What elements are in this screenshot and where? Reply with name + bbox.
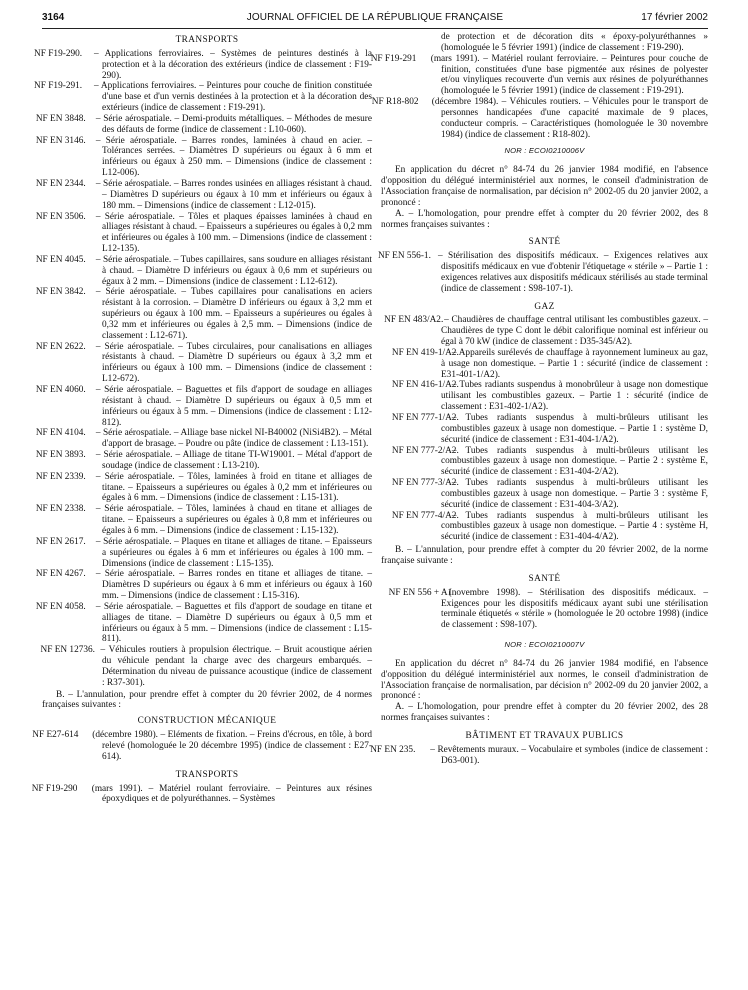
decision-paragraph-1: En application du décret n° 84-74 du 26 janvier 1984 modifié, en l'absence d'opposition du délégué interministériel aux normes, le conseil d'administration de l'Association française de normalisation, par décision n° 2002-05 du 20 janvier 2002, a prononcé : xyxy=(381,165,708,208)
homologation-paragraph-1: A. – L'homologation, pour prendre effet à compter du 20 février 2002, des 8 normes françaises suivantes : xyxy=(381,208,708,230)
left-column xyxy=(31,32,372,805)
standard-code: NF EN 4267. xyxy=(35,569,86,580)
standard-entry xyxy=(35,385,372,428)
standard-description: – Série aérospatiale. – Baguettes et fils d'apport de soudage en alliages résistant à chaud. – Diamètre D supérieurs ou égaux à 0,5 mm et inférieurs ou égaux à 5 mm. – Dimensions (indice de classement : L12-812). xyxy=(95,385,372,428)
standard-description: – Revêtements muraux. – Vocabulaire et symboles (indice de classement : D63-001). xyxy=(430,744,708,766)
standard-description: – Série aérospatiale. – Tôles, laminées à chaud en titane et alliages de titane. – Epaisseurs a supérieures ou égales à 0,8 mm et inférieures ou égales à 6 mm. – Dimensions (indice de classement : L15-132). xyxy=(95,504,372,536)
standard-entry xyxy=(32,730,372,763)
standard-code: NF F19-291. xyxy=(34,81,83,92)
standard-entry xyxy=(35,569,372,602)
standard-description: – Série aérospatiale. – Alliage base nickel NI-B40002 (NiSi4B2). – Métal d'apport de brasage. – Poudre ou pâte (indice de classement : L13-151). xyxy=(95,428,372,450)
standard-code: NF EN 2617. xyxy=(35,536,86,547)
standard-code: NF EN 419-1/A2. xyxy=(391,347,459,358)
standard-entry xyxy=(377,251,708,294)
standard-description: – Chaudières de chauffage central utilisant les combustibles gazeux. – Chaudières de type C dont le débit calorifique nominal est inférieur ou égal à 70 kW (indice de classement : D35-345/A2). xyxy=(441,315,708,348)
sante-2-list xyxy=(381,588,708,631)
batiment-list xyxy=(370,744,708,767)
standard-description: – Série aérospatiale. – Tôles et plaques épaisses laminées à chaud en alliages résistant à chaud. – Epaisseurs a supérieures ou égales à 0,2 mm et inférieures ou égales à 100 mm. – Dimensions (indice de classement : L12-135). xyxy=(95,211,372,255)
standard-code: NF EN 4045. xyxy=(35,254,86,265)
standard-entry xyxy=(35,428,372,450)
standard-description: – Série aérospatiale. – Baguettes et fils d'apport de soudage en titane et alliages de titane. – Diamètre D supérieurs ou égaux à 0,5 mm et inférieurs ou égaux à 5 mm. – Dimensions (indice de classement : L15-811). xyxy=(95,601,372,645)
standard-code: NF EN 3506. xyxy=(35,211,86,222)
construction-list xyxy=(32,730,372,763)
standard-description: – Série aérospatiale. – Barres rondes en titane et alliages de titane. – Diamètres D supérieurs ou égaux à 6 mm et inférieurs ou égaux à 160 mm. – Dimensions (indice de classement : L15-316). xyxy=(95,569,372,602)
standard-code: NF EN 235. xyxy=(370,744,416,755)
standard-entry xyxy=(35,341,372,385)
standard-code: NF EN 2344. xyxy=(35,178,86,189)
standard-description: (décembre 1984). – Véhicules routiers. – Véhicules pour le transport de personnes handicapées d'une capacité maximale de 9 places, conducteur compris. – Caractéristiques (homologuée le 30 novembre 1984) (indice de classement : R18-802). xyxy=(431,97,708,140)
journal-title: JOURNAL OFFICIEL DE LA RÉPUBLIQUE FRANÇAISE xyxy=(246,12,504,23)
standard-code: NF EN 556 + A1 xyxy=(388,587,453,598)
standard-code: NF E27-614 xyxy=(32,730,79,741)
standard-entry xyxy=(370,744,708,767)
continued-entry-text: de protection et de décoration dits « époxy-polyuréthannes » (homologuée le 5 février 1991) (indice de classement : F19-290). xyxy=(441,32,708,53)
standard-code: NF EN 777-4/A2. xyxy=(391,510,459,521)
standard-code: NF EN 3842. xyxy=(35,287,86,298)
standard-description: – Série aérospatiale. – Tubes capillaires pour canalisations en aciers résistant à la corrosion. – Diamètre D inférieurs ou égaux à 3,2 mm et supérieurs ou égaux à 100 mm. – Epaisseurs a supérieures ou égales à 0,32 mm et inférieures ou égales à 2,5 mm. – Dimensions (indice de classement : L12-671). xyxy=(95,287,372,341)
standard-entry xyxy=(381,413,708,446)
standard-code: NF EN 4104. xyxy=(35,428,86,439)
standard-description: – Série aérospatiale. – Tubes circulaires, pour canalisations en alliages résistants à chaud. – Diamètre D supérieurs ou égaux à 3,2 mm et inférieurs ou égaux à 100 mm. – Dimensions (indice de classement : L12-672). xyxy=(95,341,372,385)
standard-entry xyxy=(381,588,708,631)
standard-entry xyxy=(34,81,372,114)
sante-list xyxy=(377,251,708,294)
standard-entry xyxy=(42,645,372,688)
decision-paragraph-2: En application du décret n° 84-74 du 26 janvier 1984 modifié, en l'absence d'opposition du délégué interministériel aux normes, le conseil d'administration de l'Association française de normalisation, par décision n° 2002-09 du 20 janvier 2002, a prononcé : xyxy=(381,658,708,702)
annulation-paragraph-2: B. – L'annulation, pour prendre effet à compter du 20 février 2002, de la norme française suivante : xyxy=(381,545,708,566)
standard-entry xyxy=(35,178,372,212)
right-column xyxy=(370,32,708,766)
section-title-gaz: GAZ xyxy=(534,301,555,312)
standard-description: – Série aérospatiale. – Tubes capillaires, sans soudure en alliages résistant à chaud. – Diamètre D inférieurs ou égaux à 0,6 mm et supérieurs ou égaux à 2 mm. – Dimensions (indice de classement : L12-612). xyxy=(95,254,372,287)
standard-description: – Véhicules routiers à propulsion électrique. – Bruit acoustique aérien du véhicule pendant la charge avec des chargeurs embarqués. – Détermination du niveau de puissance acoustique (indice de classement : R37-301). xyxy=(100,645,372,688)
standard-description: – Série aérospatiale. – Plaques en titane et alliages de titane. – Epaisseurs a supérieures ou égales à 6 mm et inférieures ou égales à 100 mm. – Dimensions (indice de classement : L15-135). xyxy=(95,536,372,569)
standard-entry xyxy=(35,287,372,341)
annulation-paragraph: B. – L'annulation, pour prendre effet à compter du 20 février 2002, de 4 normes françaises suivantes : xyxy=(42,689,372,711)
standard-code: NF EN 3893. xyxy=(35,450,86,461)
standard-entry xyxy=(35,601,372,645)
standard-entry xyxy=(381,478,708,511)
standard-code: NF F19-290 xyxy=(31,783,78,794)
homologation-paragraph-2: A. – L'homologation, pour prendre effet à compter du 20 février 2002, des 28 normes françaises suivantes : xyxy=(381,702,708,724)
nor-reference-1: NOR : ECOI0210006V xyxy=(504,146,585,156)
standard-code: NF EN 2622. xyxy=(35,341,86,352)
standard-code: NF EN 3146. xyxy=(35,135,86,146)
standard-description: – Applications ferroviaires. – Peintures pour couche de finition constituée d'une base et d'un vernis destinées à la protection et à la décoration des extérieurs (indice de classement : F19-291). xyxy=(94,81,372,114)
standard-entry xyxy=(35,254,372,288)
standard-description: – Stérilisation des dispositifs médicaux. – Exigences relatives aux dispositifs médicaux en vue d'obtenir l'étiquetage « stérile » – Partie 1 : exigences relatives aux dispositifs médicaux stérilisés au stade terminal (indice de classement : S98-107-1). xyxy=(437,251,708,294)
standard-code: NF EN 416-1/A2. xyxy=(391,380,459,391)
standard-entry xyxy=(381,511,708,544)
standard-description: – Tubes radiants suspendus à multi-brûleurs utilisant les combustibles gazeux à usage non domestique. – Partie 2 : système E, sécurité (indice de classement : E31-404-2/A2). xyxy=(441,445,708,478)
section-title-sante: SANTÉ xyxy=(528,237,561,248)
standard-code: NF EN 4060. xyxy=(35,385,86,395)
standard-code: NF EN 4058. xyxy=(35,601,86,612)
standard-code: NF EN 777-2/A2. xyxy=(391,445,459,456)
standard-code: NF F19-290. xyxy=(34,48,83,59)
standard-entry xyxy=(35,211,372,255)
standard-description: – Tubes radiants suspendus à monobrûleur à usage non domestique utilisant les combustibles gazeux. – Partie 1 : sécurité (indice de classement : E31-402-1/A2). xyxy=(441,380,708,413)
standard-entry xyxy=(381,446,708,479)
standard-description: (novembre 1998). – Stérilisation des dispositifs médicaux. – Exigences pour les dispositifs médicaux ayant subi une stérilisation terminale étiquetés « stérile » (homologuée le 20 octobre 1998) (indice de classement : S98-107). xyxy=(441,587,708,631)
nor-reference-2: NOR : ECOI0210007V xyxy=(504,640,585,650)
section-title-batiment: BÂTIMENT ET TRAVAUX PUBLICS xyxy=(465,730,624,741)
standard-entry xyxy=(35,471,372,505)
standard-description: – Série aérospatiale. – Barres rondes usinées en alliages résistant à chaud. – Diamètres D supérieurs ou égaux à 10 mm et inférieurs ou égaux à 180 mm. – Dimensions (indice de classement : L12-015). xyxy=(95,178,372,211)
transports-2-list xyxy=(31,783,372,806)
gaz-list xyxy=(381,315,708,543)
standard-description: (mars 1991). – Matériel roulant ferroviaire. – Peintures aux résines époxydiques et de polyuréthannes. – Systèmes xyxy=(91,783,372,805)
standard-entry xyxy=(35,504,372,537)
standard-description: – Tubes radiants suspendus à multi-brûleurs utilisant les combustibles gazeux à usage non domestique. – Partie 1 : système D, sécurité (indice de classement : E31-404-1/A2). xyxy=(441,413,708,445)
standard-entry xyxy=(371,97,708,140)
standard-description: – Série aérospatiale. – Tôles, laminées à froid en titane et alliages de titane. – Epaisseurs a supérieures ou égales à 0,2 mm et inférieures ou égales à 6 mm. – Dimensions (indice de classement : L15-131). xyxy=(95,471,372,504)
standard-entry xyxy=(370,53,708,97)
standard-description: (mars 1991). – Matériel roulant ferroviaire. – Peintures pour couche de finition, constituées d'une base pigmentée aux résines de polyester et/ou vinyliques recouverte d'un vernis aux résines de polyuréthannes (homologuée le 5 février 1991) (indice de classement : F19-291). xyxy=(430,53,708,97)
page-header xyxy=(42,10,708,26)
standard-entry xyxy=(34,48,372,82)
standard-description: – Tubes radiants suspendus à multi-brûleurs utilisant les combustibles gazeux à usage non domestique. – Partie 3 : système F, sécurité (indice de classement : E31-404-3/A2). xyxy=(441,478,708,510)
standard-code: NF EN 777-3/A2. xyxy=(391,478,459,489)
standard-description: – Série aérospatiale. – Demi-produits métalliques. – Méthodes de mesure des défauts de forme (indice de classement : L10-060). xyxy=(95,113,372,135)
standard-code: NF EN 556-1. xyxy=(377,251,431,262)
standard-code: NF EN 3848. xyxy=(35,113,86,124)
section-title-transports: TRANSPORTS xyxy=(175,35,239,45)
section-title-construction: CONSTRUCTION MÉCANIQUE xyxy=(137,716,277,727)
standard-entry xyxy=(381,315,708,348)
standard-code: NF EN 12736. xyxy=(40,645,95,656)
standard-description: – Série aérospatiale. – Barres rondes, laminées à chaud en acier. – Tolérances serrées. – Diamètres D supérieurs ou égaux à 6 mm et inférieurs ou égaux à 250 mm. – Dimensions (indice de classement : L12-006). xyxy=(95,135,372,179)
standard-description: – Tubes radiants suspendus à multi-brûleurs utilisant les combustibles gazeux à usage non domestique. – Partie 4 : système H, sécurité (indice de classement : E31-404-4/A2). xyxy=(441,510,708,543)
section-title-transports-2: TRANSPORTS xyxy=(175,769,239,780)
standard-entry xyxy=(35,536,372,570)
standard-entry xyxy=(381,348,708,381)
page-number: 3164 xyxy=(42,12,65,23)
standard-description: (décembre 1980). – Eléments de fixation. – Freins d'écrous, en tôle, à bord relevé (homologuée le 20 décembre 1995) (indice de classement : E27-614). xyxy=(92,730,372,762)
standard-entry xyxy=(35,113,372,136)
standard-description: – Série aérospatiale. – Alliage de titane TI-W19001. – Métal d'apport de soudage (indice de classement : L13-210). xyxy=(95,450,372,471)
standard-code: NF EN 2338. xyxy=(35,504,86,515)
standard-code: NF EN 483/A2. xyxy=(384,315,444,326)
section-title-sante-2: SANTÉ xyxy=(528,573,561,584)
standard-code: NF F19-291 xyxy=(370,53,417,64)
standard-description: – Appareils surélevés de chauffage à rayonnement lumineux au gaz, à usage non domestique. – Partie 1 : sécurité (indice de classement : E31-401-1/A2). xyxy=(441,347,708,380)
transports-list xyxy=(34,48,372,689)
standard-entry xyxy=(35,135,372,179)
standard-entry xyxy=(381,380,708,413)
issue-date: 17 février 2002 xyxy=(641,12,708,23)
standard-description: – Applications ferroviaires. – Systèmes de peintures destinés à la protection et à la décoration des extérieurs (indice de classement : F19-290). xyxy=(94,48,372,81)
standard-code: NF R18-802 xyxy=(371,97,419,108)
standard-code: NF EN 2339. xyxy=(35,471,86,482)
standard-entry xyxy=(31,783,372,806)
standard-entry xyxy=(35,450,372,472)
header-rule xyxy=(42,28,708,29)
transports-continued-list xyxy=(370,53,708,141)
standard-code: NF EN 777-1/A2. xyxy=(391,413,459,423)
